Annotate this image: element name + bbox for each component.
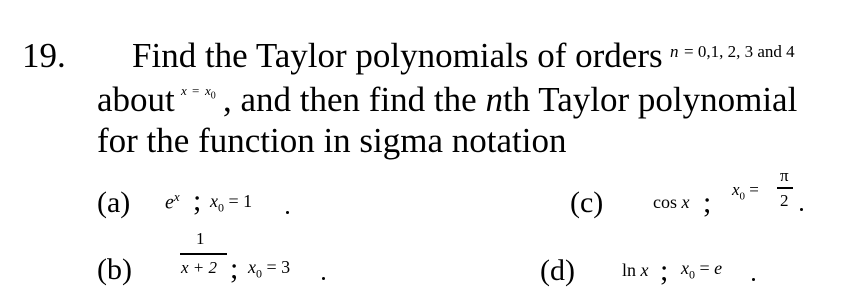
part-a-period <box>286 211 289 214</box>
part-c-label: (c) <box>570 186 604 219</box>
problem-number: 19. <box>22 36 66 75</box>
part-a-label: (a) <box>97 186 131 219</box>
part-c-function: cos x <box>653 192 690 212</box>
part-b-period <box>322 277 325 280</box>
part-b-point: $x_0 = 3$ <box>248 257 291 281</box>
part-d-semicolon: ; <box>660 254 669 287</box>
problem-line-2: , and then find the nth Taylor polynomial <box>223 80 798 119</box>
part-c-numerator: π <box>780 166 789 185</box>
part-b-denominator: x + 2 <box>181 258 218 277</box>
part-d-function: ln x <box>622 260 649 280</box>
part-b-fraction-bar <box>180 253 227 255</box>
part-b-numerator: 1 <box>196 229 205 248</box>
part-b-semicolon: ; <box>230 252 239 285</box>
problem-line-1: Find the Taylor polynomials of orders <box>132 36 663 75</box>
part-c-denominator: 2 <box>780 191 789 210</box>
part-c-semicolon: ; <box>703 186 712 219</box>
orders-values: = 0,1, 2, 3 and 4 <box>684 42 795 61</box>
about-word: about <box>97 80 175 119</box>
part-b-label: (b) <box>97 253 132 286</box>
problem-line-3: for the function in sigma notation <box>97 121 567 160</box>
orders-variable: n <box>670 42 679 61</box>
part-c-point: $x_0$ = <box>732 180 759 203</box>
part-c-period <box>800 208 803 211</box>
part-d-label: (d) <box>540 254 575 287</box>
part-a-function: $e^x$ <box>165 189 180 214</box>
part-c-fraction-bar <box>777 187 793 189</box>
part-a-point: $x_0 = 1$ <box>210 191 253 215</box>
part-d-point: $x_0 = e$ <box>681 258 723 282</box>
about-x0: $x_0$ <box>205 83 216 102</box>
part-d-period <box>752 278 755 281</box>
part-a-semicolon: ; <box>193 184 202 217</box>
about-variable: x <box>181 83 187 98</box>
about-equals: = <box>192 83 200 98</box>
